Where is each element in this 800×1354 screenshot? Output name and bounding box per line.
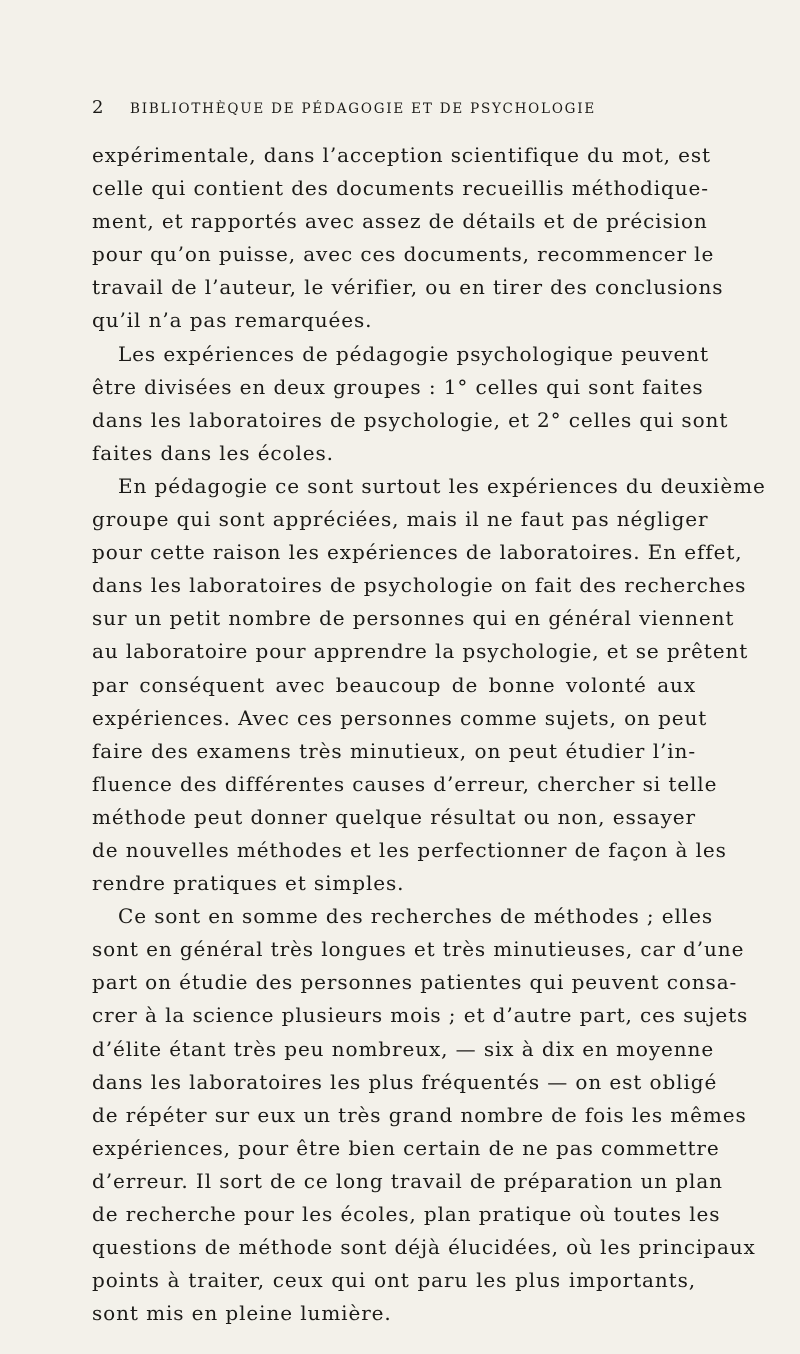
text-line: celle qui contient des documents recueillis méthodique- bbox=[92, 176, 709, 201]
text-line: qu’il n’a pas remarquées. bbox=[92, 308, 373, 333]
text-line: par conséquent avec beaucoup de bonne volonté aux bbox=[92, 672, 696, 697]
text-line: expériences. Avec ces personnes comme sujets, on peut bbox=[92, 705, 708, 730]
text-line: d’élite étant très peu nombreux, — six à dix en moyenne bbox=[92, 1036, 715, 1061]
text-line: pour qu’on puisse, avec ces documents, recommencer le bbox=[92, 242, 715, 267]
text-line: rendre pratiques et simples. bbox=[92, 871, 405, 896]
text-line: méthode peut donner quelque résultat ou non, essayer bbox=[92, 804, 696, 829]
text-line: sont en général très longues et très minutieuses, car d’une bbox=[92, 937, 745, 962]
text-line: au laboratoire pour apprendre la psychologie, et se prêtent bbox=[92, 639, 749, 664]
text-line: dans les laboratoires les plus fréquentés — on est obligé bbox=[92, 1069, 718, 1094]
text-line: travail de l’auteur, le vérifier, ou en tirer des conclusions bbox=[92, 275, 724, 300]
text-line: crer à la science plusieurs mois ; et d’autre part, ces sujets bbox=[92, 1003, 749, 1028]
text-line: part on étudie des personnes patientes qui peuvent consa- bbox=[92, 970, 738, 995]
text-line: fluence des différentes causes d’erreur, chercher si telle bbox=[92, 771, 718, 796]
text-line: d’erreur. Il sort de ce long travail de préparation un plan bbox=[92, 1168, 723, 1193]
text-line: points à traiter, ceux qui ont paru les plus importants, bbox=[92, 1268, 696, 1293]
page-number: 2 bbox=[92, 97, 104, 118]
series-title: BIBLIOTHÈQUE DE PÉDAGOGIE ET DE PSYCHOLOGIE bbox=[130, 101, 597, 117]
text-line: ment, et rapportés avec assez de détails et de précision bbox=[92, 209, 708, 234]
text-line: de recherche pour les écoles, plan pratique où toutes les bbox=[92, 1202, 721, 1226]
text-line: Les expériences de pédagogie psychologique peuvent bbox=[118, 341, 709, 366]
text-line: groupe qui sont appréciées, mais il ne faut pas négliger bbox=[92, 507, 709, 532]
text-line: dans les laboratoires de psychologie, et 2° celles qui sont bbox=[92, 407, 729, 432]
text-line: dans les laboratoires de psychologie on fait des recherches bbox=[92, 573, 747, 598]
text-line: faites dans les écoles. bbox=[92, 440, 334, 465]
text-line: expériences, pour être bien certain de ne pas commettre bbox=[92, 1135, 720, 1160]
text-line: En pédagogie ce sont surtout les expériences du deuxième bbox=[118, 473, 766, 498]
running-head bbox=[92, 96, 698, 120]
text-line: Ce sont en somme des recherches de méthodes ; elles bbox=[118, 904, 713, 929]
body-text bbox=[92, 139, 766, 1330]
text-line: être divisées en deux groupes : 1° celles qui sont faites bbox=[92, 374, 704, 399]
text-line: sur un petit nombre de personnes qui en général viennent bbox=[92, 606, 735, 631]
text-line: sont mis en pleine lumière. bbox=[92, 1301, 392, 1326]
text-line: questions de méthode sont déjà élucidées, où les principaux bbox=[92, 1235, 756, 1260]
text-line: pour cette raison les expériences de laboratoires. En effet, bbox=[92, 540, 743, 565]
text-line: faire des examens très minutieux, on peut étudier l’in- bbox=[92, 738, 696, 763]
text-line: de nouvelles méthodes et les perfectionner de façon à les bbox=[92, 837, 727, 862]
text-line: de répéter sur eux un très grand nombre de fois les mêmes bbox=[92, 1102, 747, 1127]
text-line: expérimentale, dans l’acception scientifique du mot, est bbox=[92, 143, 711, 167]
